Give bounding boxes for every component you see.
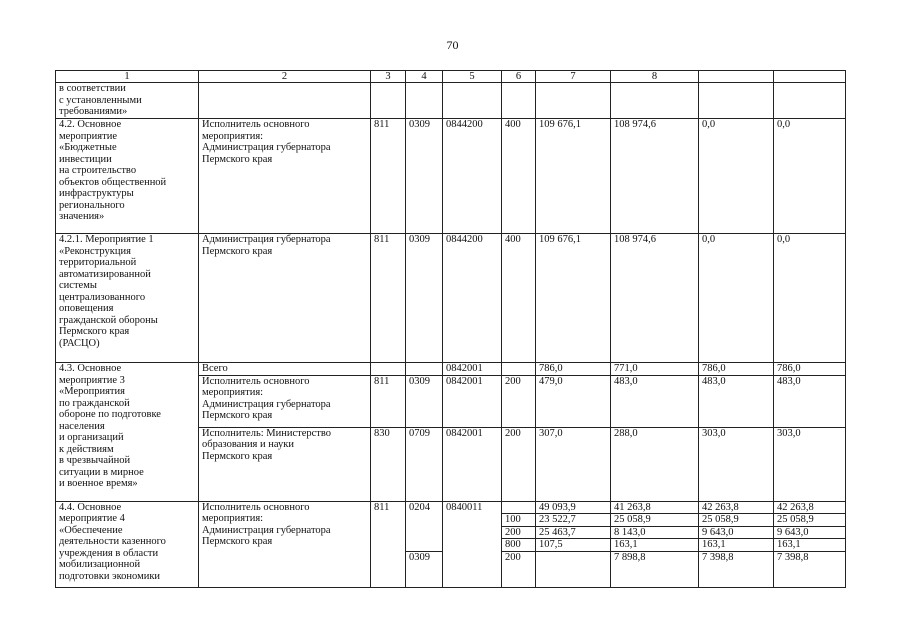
- cell-description: 4.4. Основное мероприятие 4 «Обеспечение деятельности казенного учреждения в области мобилизационной подготовки экономики: [56, 501, 199, 587]
- table-row: [56, 119, 846, 234]
- column-header: 3: [371, 71, 406, 83]
- cell-section: 0204: [406, 501, 443, 551]
- cell-value: 25 058,9: [699, 514, 774, 527]
- cell-value: 483,0: [611, 375, 699, 427]
- cell-grbs: 811: [371, 501, 406, 587]
- cell-section: 0309: [406, 234, 443, 363]
- cell-value: 303,0: [699, 427, 774, 501]
- cell-grbs: 811: [371, 119, 406, 234]
- cell-grbs: 830: [371, 427, 406, 501]
- cell-value: 107,5: [536, 539, 611, 552]
- cell-target: 0840011: [443, 501, 502, 587]
- cell-value: 303,0: [774, 427, 846, 501]
- cell-value: 7 398,8: [699, 551, 774, 587]
- cell-target: 0842001: [443, 363, 502, 376]
- cell-executor: Всего: [199, 363, 371, 376]
- cell-executor: Администрация губернатора Пермского края: [199, 234, 371, 363]
- cell-grbs: 811: [371, 375, 406, 427]
- cell-value: 23 522,7: [536, 514, 611, 527]
- cell-description: в соответствии с установленными требованиями»: [56, 83, 199, 119]
- cell-value: 483,0: [774, 375, 846, 427]
- cell-value: 49 093,9: [536, 501, 611, 514]
- cell-value: 8 143,0: [611, 526, 699, 539]
- cell-value: 25 463,7: [536, 526, 611, 539]
- cell-section: 0309: [406, 551, 443, 587]
- cell-value: 42 263,8: [774, 501, 846, 514]
- column-header: 4: [406, 71, 443, 83]
- cell-description: 4.2. Основное мероприятие «Бюджетные инвестиции на строительство объектов общественной инфраструктуры регионального значения»: [56, 119, 199, 234]
- table-row: [56, 501, 846, 514]
- table-row: [56, 234, 846, 363]
- cell-value: 786,0: [774, 363, 846, 376]
- cell-value: 786,0: [699, 363, 774, 376]
- cell-target: 0844200: [443, 119, 502, 234]
- cell-value: 307,0: [536, 427, 611, 501]
- cell-value: 288,0: [611, 427, 699, 501]
- cell-value: 41 263,8: [611, 501, 699, 514]
- cell-value: 0,0: [699, 234, 774, 363]
- cell-value: 9 643,0: [774, 526, 846, 539]
- cell-value: 479,0: [536, 375, 611, 427]
- cell-value: 0,0: [774, 234, 846, 363]
- cell-target: 0844200: [443, 234, 502, 363]
- cell-section: 0709: [406, 427, 443, 501]
- cell-value: 771,0: [611, 363, 699, 376]
- column-header: [774, 71, 846, 83]
- column-header: 5: [443, 71, 502, 83]
- cell-target: 0842001: [443, 375, 502, 427]
- cell-expense-type: 800: [502, 539, 536, 552]
- cell-value: [536, 551, 611, 587]
- cell-expense-type: 200: [502, 526, 536, 539]
- cell-expense-type: 400: [502, 234, 536, 363]
- cell-executor: Исполнитель: Министерство образования и науки Пермского края: [199, 427, 371, 501]
- column-header: 7: [536, 71, 611, 83]
- cell-expense-type: 200: [502, 551, 536, 587]
- cell-value: 109 676,1: [536, 234, 611, 363]
- cell-value: 0,0: [699, 119, 774, 234]
- cell-value: 109 676,1: [536, 119, 611, 234]
- cell-section: 0309: [406, 119, 443, 234]
- table-row: [56, 83, 846, 119]
- column-header: 8: [611, 71, 699, 83]
- budget-table: [55, 70, 846, 588]
- cell-description: 4.3. Основное мероприятие 3 «Мероприятия по гражданской обороне по подготовке населения и организаций к действиям в чрезвычайной ситуации в мирное и военное время»: [56, 363, 199, 502]
- cell-value: 7 898,8: [611, 551, 699, 587]
- cell-value: 7 398,8: [774, 551, 846, 587]
- cell-value: 42 263,8: [699, 501, 774, 514]
- cell-value: 163,1: [611, 539, 699, 552]
- cell-value: 163,1: [774, 539, 846, 552]
- column-header: 1: [56, 71, 199, 83]
- cell-value: 786,0: [536, 363, 611, 376]
- cell-value: 25 058,9: [611, 514, 699, 527]
- column-header: 6: [502, 71, 536, 83]
- cell-expense-type: 200: [502, 427, 536, 501]
- cell-value: 108 974,6: [611, 234, 699, 363]
- cell-executor: Исполнитель основного мероприятия: Администрация губернатора Пермского края: [199, 375, 371, 427]
- cell-executor: Исполнитель основного мероприятия: Администрация губернатора Пермского края: [199, 119, 371, 234]
- table-row: [56, 363, 846, 376]
- column-header-row: [56, 71, 846, 83]
- cell-value: 163,1: [699, 539, 774, 552]
- cell-target: 0842001: [443, 427, 502, 501]
- cell-expense-type: [502, 501, 536, 514]
- cell-value: 483,0: [699, 375, 774, 427]
- column-header: 2: [199, 71, 371, 83]
- cell-value: 0,0: [774, 119, 846, 234]
- column-header: [699, 71, 774, 83]
- cell-expense-type: 400: [502, 119, 536, 234]
- cell-value: 108 974,6: [611, 119, 699, 234]
- cell-expense-type: 200: [502, 375, 536, 427]
- page-number: 70: [446, 38, 459, 52]
- cell-grbs: 811: [371, 234, 406, 363]
- cell-description: 4.2.1. Мероприятие 1 «Реконструкция территориальной автоматизированной системы централизованного оповещения гражданской обороны Пермского края (РАСЦО): [56, 234, 199, 363]
- cell-expense-type: 100: [502, 514, 536, 527]
- cell-value: 25 058,9: [774, 514, 846, 527]
- cell-value: 9 643,0: [699, 526, 774, 539]
- cell-executor: Исполнитель основного мероприятия: Администрация губернатора Пермского края: [199, 501, 371, 587]
- cell-section: 0309: [406, 375, 443, 427]
